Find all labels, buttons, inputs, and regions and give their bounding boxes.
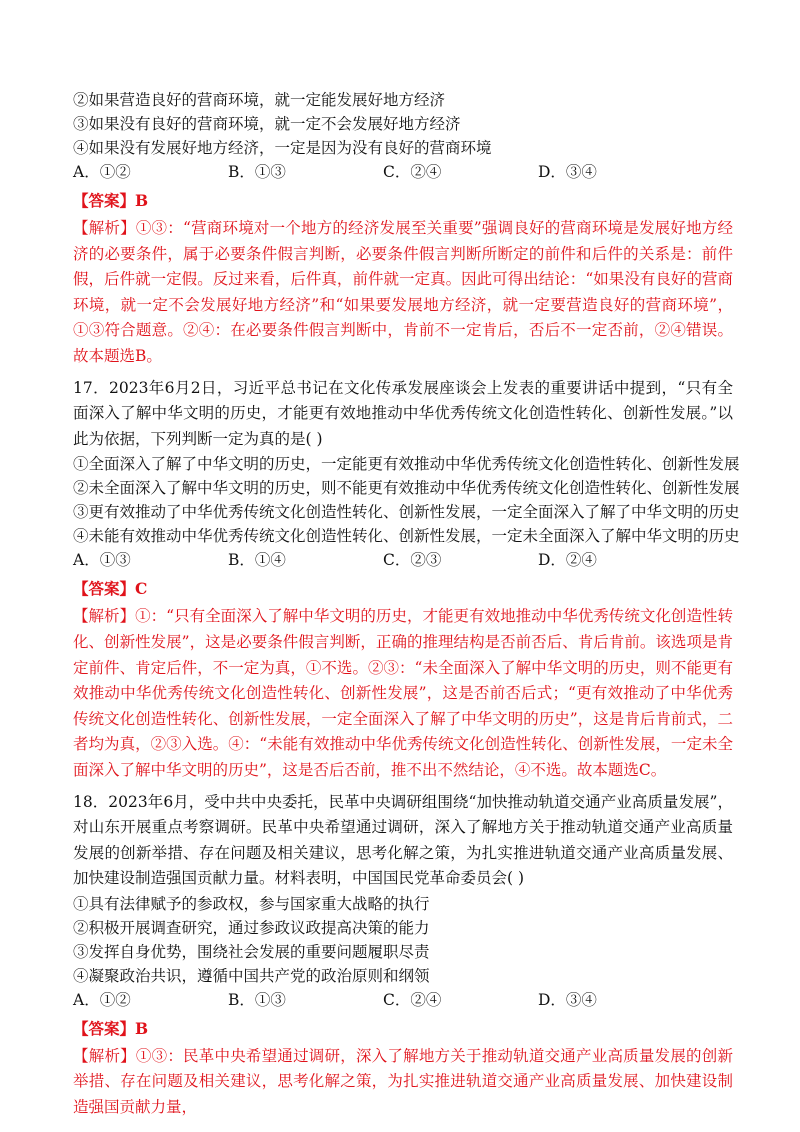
option-line: ①具有法律赋予的参政权，参与国家重大战略的执行 xyxy=(73,894,430,913)
question-18-stem: 18．2023年6月，受中共中央委托，民革中央调研组围绕“加快推动轨道交通产业高质量发展”，对山东开展重点考察调研。民革中央希望通过调研，深入了解地方关于推动轨道交通产业高质量发展的创新举措、存在问题及相关建议，思考化解之策，为扎实推进轨道交通产业高质量发展、加快建设制造强国贡献力量。材料表明，中国国民党革命委员会( ) xyxy=(73,792,733,888)
option-line: ②积极开展调查研究，通过参政议政提高决策的能力 xyxy=(73,918,430,937)
option-line: ③发挥自身优势，围绕社会发展的重要问题履职尽责 xyxy=(73,942,430,961)
question-18-choices xyxy=(73,988,733,1012)
choice-b: B．①③ xyxy=(228,990,286,1009)
explanation-16: 【解析】①③：“营商环境对一个地方的经济发展至关重要”强调良好的营商环境是发展好地方经济的必要条件，属于必要条件假言判断，必要条件假言判断所断定的前件和后件的关系是：前件假，后件就一定假。反过来看，后件真，前件就一定真。因此可得出结论：“如果没有良好的营商环境，就一定不会发展好地方经济”和“如果要发展地方经济，就一定要营造良好的营商环境”，①③符合题意。②④：在必要条件假言判断中，肯前不一定肯后，否后不一定否前，②④错误。故本题选B。 xyxy=(73,219,733,365)
question-18-options xyxy=(73,892,733,988)
option-line: ④凝聚政治共识，遵循中国共产党的政治原则和纲领 xyxy=(73,966,430,985)
option-line: ④未能有效推动中华优秀传统文化创造性转化、创新性发展，一定未全面深入了解中华文明的历史 xyxy=(73,527,740,546)
document-page xyxy=(73,88,740,1121)
answer-18: 【答案】B xyxy=(73,1018,149,1038)
choice-a: A．①② xyxy=(73,163,131,181)
choice-b: B．①④ xyxy=(228,551,286,570)
option-line: ②未全面深入了解中华文明的历史，则不能更有效推动中华优秀传统文化创造性转化、创新性发展 xyxy=(73,479,740,498)
choice-c: C．②③ xyxy=(383,551,442,570)
choice-a: A．①③ xyxy=(73,551,131,570)
choice-d: D．③④ xyxy=(538,163,597,181)
choice-c: C．②④ xyxy=(383,163,442,181)
explanation-18: 【解析】①③：民革中央希望通过调研，深入了解地方关于推动轨道交通产业高质量发展的创新举措、存在问题及相关建议，思考化解之策，为扎实推进轨道交通产业高质量发展、加快建设制造强国贡献力量， xyxy=(73,1046,733,1117)
question-17-stem: 17．2023年6月2日，习近平总书记在文化传承发展座谈会上发表的重要讲话中提到，“只有全面深入了解中华文明的历史，才能更有效地推动中华优秀传统文化创造性转化、创新性发展。”以此为依据，下列判断一定为真的是( ) xyxy=(73,378,733,448)
choice-b: B．①③ xyxy=(228,163,286,181)
choice-d: D．③④ xyxy=(538,990,597,1009)
choice-a: A．①② xyxy=(73,990,131,1009)
question-16-options xyxy=(73,88,733,160)
option-line: ④如果没有发展好地方经济，一定是因为没有良好的营商环境 xyxy=(73,139,492,157)
option-line: ③如果没有良好的营商环境，就一定不会发展好地方经济 xyxy=(73,115,461,133)
option-line: ③更有效推动了中华优秀传统文化创造性转化、创新性发展，一定全面深入了解了中华文明的历史 xyxy=(73,503,740,522)
answer-17: 【答案】C xyxy=(73,579,148,599)
question-17-choices xyxy=(73,548,733,572)
option-line: ①全面深入了解了中华文明的历史，一定能更有效推动中华优秀传统文化创造性转化、创新性发展 xyxy=(73,455,740,474)
explanation-17: 【解析】①：“只有全面深入了解中华文明的历史，才能更有效地推动中华优秀传统文化创造性转化、创新性发展”，这是必要条件假言判断，正确的推理结构是否前否后、肯后肯前。该选项是肯定前件、肯定后件，不一定为真，①不选。②③：“未全面深入了解中华文明的历史，则不能更有效推动中华优秀传统文化创造性转化、创新性发展”，这是否前否后式；“更有效推动了中华优秀传统文化创造性转化、创新性发展，一定全面深入了解了中华文明的历史”，这是肯后肯前式，二者均为真，②③入选。④：“未能有效推动中华优秀传统文化创造性转化、创新性发展，一定未全面深入了解中华文明的历史”，这是否后否前，推不出不然结论，④不选。故本题选C。 xyxy=(73,607,733,779)
answer-16: 【答案】B xyxy=(73,191,149,210)
option-line: ②如果营造良好的营商环境，就一定能发展好地方经济 xyxy=(73,91,446,109)
question-16-choices xyxy=(73,160,733,184)
choice-d: D．②④ xyxy=(538,551,597,570)
choice-c: C．②④ xyxy=(383,990,442,1009)
question-17-options xyxy=(73,452,740,548)
